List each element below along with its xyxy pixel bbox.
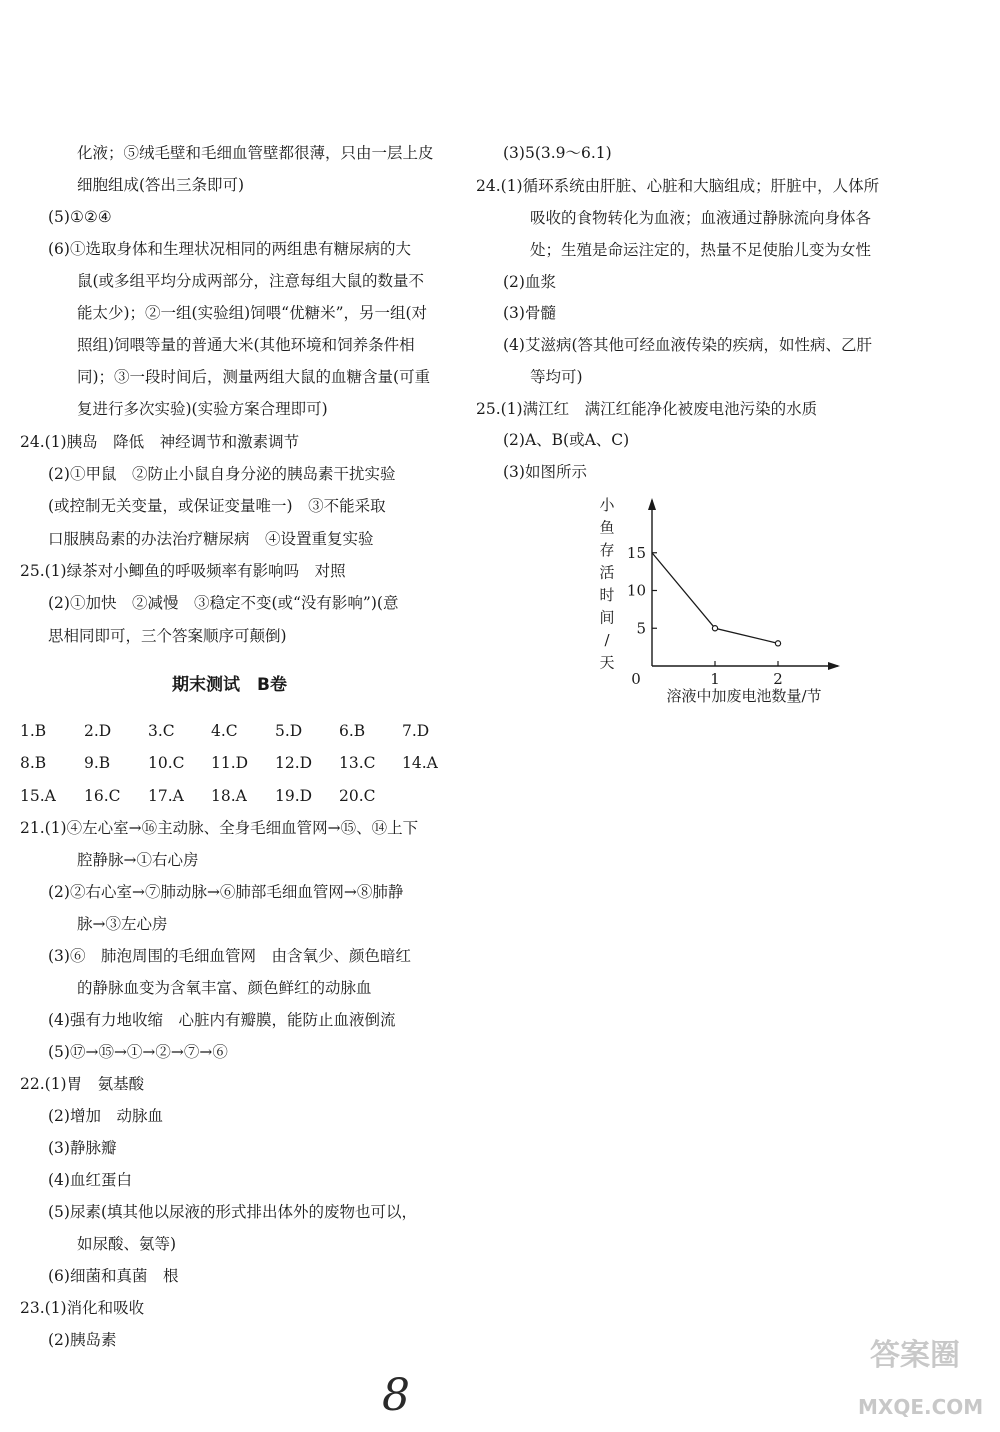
text-line: (4)血红蛋白 <box>48 1171 132 1189</box>
text-line: (2)胰岛素 <box>48 1331 117 1349</box>
answer-item: 4.C <box>211 722 238 740</box>
text-line: (3)⑥ 肺泡周围的毛细血管网 由含氧少、颜色暗红 <box>48 947 411 965</box>
y-axis-arrow <box>648 498 656 510</box>
text-line: (或控制无关变量，或保证变量唯一) ③不能采取 <box>48 497 386 515</box>
text-line: 照组)饲喂等量的普通大米(其他环境和饲养条件相 <box>77 336 415 354</box>
text-line: 处；生殖是命运注定的，热量不足使胎儿变为女性 <box>530 241 872 259</box>
chart-axes <box>648 498 840 670</box>
answer-item: 7.D <box>402 722 430 740</box>
text-line: 腔静脉→①右心房 <box>77 851 199 869</box>
answer-item: 2.D <box>84 722 112 740</box>
text-line: (4)艾滋病(答其他可经血液传染的疾病，如性病、乙肝 <box>503 336 873 354</box>
text-line: 24.(1)胰岛 降低 神经调节和激素调节 <box>20 433 300 451</box>
text-line: (5)尿素(填其他以尿液的形式排出体外的废物也可以， <box>48 1203 418 1221</box>
answer-item: 16.C <box>84 787 121 805</box>
text-line: (2)①加快 ②减慢 ③稳定不变(或“没有影响”)(意 <box>48 594 399 612</box>
y-tick-label: 5 <box>636 619 646 638</box>
y-axis-label-char: 存 <box>599 541 615 559</box>
text-line: 23.(1)消化和吸收 <box>20 1299 145 1317</box>
answer-item: 3.C <box>148 722 175 740</box>
text-line: (6)①选取身体和生理状况相同的两组患有糖尿病的大 <box>48 240 411 258</box>
section-title: 期末测试 B卷 <box>172 675 287 695</box>
text-line: 口服胰岛素的办法治疗糖尿病 ④设置重复实验 <box>48 530 374 548</box>
chart-labels <box>599 496 821 705</box>
y-axis-label-char: 小 <box>599 496 615 514</box>
text-line: (5)①②④ <box>48 208 112 226</box>
data-point <box>775 641 780 646</box>
handwritten-page-number: 8 <box>382 1370 410 1421</box>
text-line: 吸收的食物转化为血液；血液通过静脉流向身体各 <box>530 209 872 227</box>
text-line: 脉→③左心房 <box>77 915 168 933</box>
text-line: 25.(1)满江红 满江红能净化被废电池污染的水质 <box>476 400 818 418</box>
x-axis-arrow <box>828 662 840 670</box>
text-line: 21.(1)④左心室→⑯主动脉、全身毛细血管网→⑮、⑭上下 <box>20 819 419 837</box>
text-line: 25.(1)绿茶对小鲫鱼的呼吸频率有影响吗 对照 <box>20 562 346 580</box>
text-line: 22.(1)胃 氨基酸 <box>20 1075 145 1093</box>
text-line: 同)；③一段时间后，测量两组大鼠的血糖含量(可重 <box>77 368 431 386</box>
answer-item: 8.B <box>20 754 47 772</box>
text-line: 鼠(或多组平均分成两部分，注意每组大鼠的数量不 <box>77 272 425 290</box>
text-line: 24.(1)循环系统由肝脏、心脏和大脑组成；肝脏中，人体所 <box>476 177 880 195</box>
text-line: 等均可) <box>530 368 583 386</box>
y-axis-label-char: / <box>604 631 610 649</box>
series-line <box>652 553 778 644</box>
text-line: (4)强有力地收缩 心脏内有瓣膜，能防止血液倒流 <box>48 1011 396 1029</box>
answer-item: 6.B <box>339 722 366 740</box>
text-line: (2)血浆 <box>503 273 556 291</box>
text-line: (3)静脉瓣 <box>48 1139 117 1157</box>
text-line: (5)⑰→⑮→①→②→⑦→⑥ <box>48 1043 228 1061</box>
answer-item: 20.C <box>339 787 376 805</box>
text-line: (3)骨髓 <box>503 304 556 322</box>
answer-item: 1.B <box>20 722 47 740</box>
y-axis-label-char: 鱼 <box>599 518 615 537</box>
text-line: 化液；⑤绒毛壁和毛细血管壁都很薄，只由一层上皮 <box>77 144 434 162</box>
text-line: (3)5(3.9～6.1) <box>503 144 612 162</box>
text-line: 复进行多次实验)(实验方案合理即可) <box>77 400 328 418</box>
watermark-logo: 答案圈 <box>870 1338 960 1373</box>
text-line: 思相同即可，三个答案顺序可颠倒) <box>48 627 287 645</box>
y-tick-label: 15 <box>626 543 646 562</box>
text-line: 如尿酸、氨等) <box>77 1235 177 1253</box>
answer-item: 15.A <box>20 787 56 805</box>
y-axis-label-char: 天 <box>599 653 615 672</box>
text-line: 细胞组成(答出三条即可) <box>77 176 245 194</box>
answer-item: 9.B <box>84 754 111 772</box>
origin-label: 0 <box>631 670 641 688</box>
y-axis-label-char: 时 <box>599 586 615 604</box>
answer-item: 10.C <box>148 754 185 772</box>
answer-item: 19.D <box>275 787 313 805</box>
answer-item: 18.A <box>211 787 247 805</box>
x-axis-label: 溶液中加废电池数量/节 <box>666 687 822 705</box>
x-tick-label: 1 <box>710 670 720 688</box>
text-line: (6)细菌和真菌 根 <box>48 1267 179 1285</box>
x-tick-label: 2 <box>773 670 783 688</box>
y-axis-label-char: 间 <box>599 608 615 627</box>
answer-item: 11.D <box>211 754 249 772</box>
text-line: (3)如图所示 <box>503 463 587 481</box>
text-line: (2)增加 动脉血 <box>48 1107 163 1125</box>
answer-item: 14.A <box>402 754 438 772</box>
watermark-url: MXQE.COM <box>858 1395 984 1419</box>
answer-item: 12.D <box>275 754 313 772</box>
y-axis-label-char: 活 <box>599 563 615 582</box>
data-point <box>712 626 717 631</box>
text-line: 的静脉血变为含氧丰富、颜色鲜红的动脉血 <box>77 979 372 997</box>
answer-item: 5.D <box>275 722 303 740</box>
chart-series <box>652 553 781 646</box>
answer-item: 17.A <box>148 787 184 805</box>
y-tick-label: 10 <box>626 581 646 600</box>
text-line: (2)A、B(或A、C) <box>503 431 630 449</box>
answer-item: 13.C <box>339 754 376 772</box>
text-line: (2)①甲鼠 ②防止小鼠自身分泌的胰岛素干扰实验 <box>48 465 396 483</box>
text-line: (2)②右心室→⑦肺动脉→⑥肺部毛细血管网→⑧肺静 <box>48 883 404 901</box>
text-line: 能太少)；②一组(实验组)饲喂“优糖米”，另一组(对 <box>77 304 428 322</box>
